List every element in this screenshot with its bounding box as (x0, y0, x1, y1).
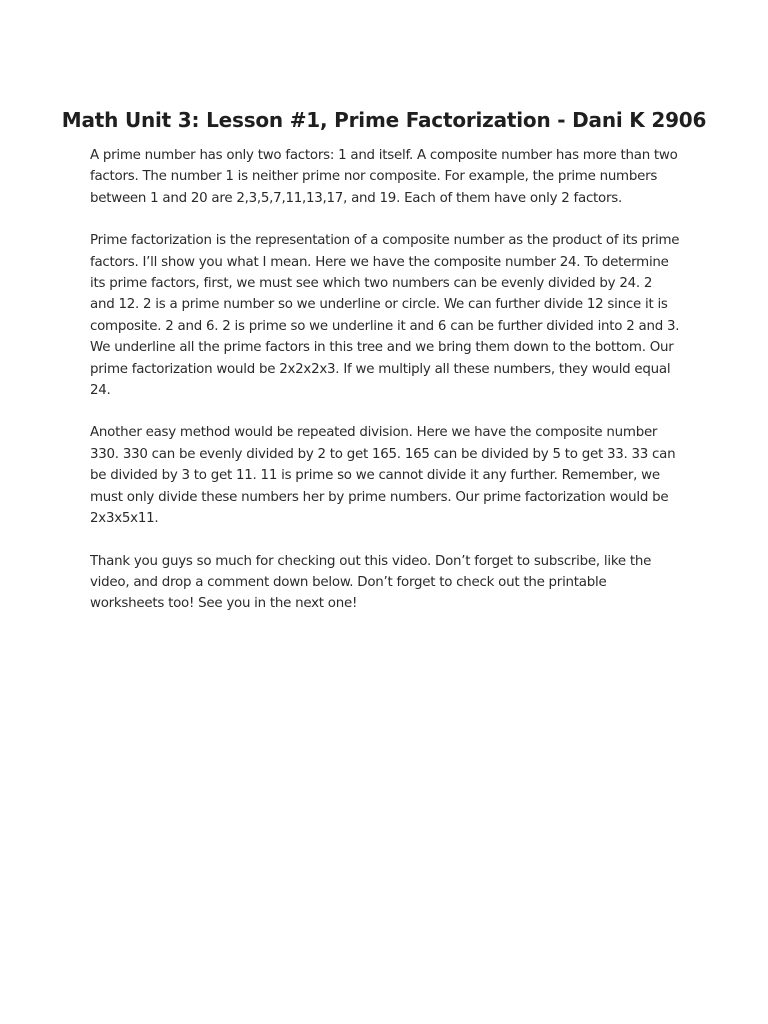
document-body (90, 145, 680, 636)
paragraph-prime-definition: A prime number has only two factors: 1 and itself. A composite number has more than two factors. The number 1 is neither prime nor composite. For example, the prime numbers between 1 and 20 are 2,3,5,7,11,13,17, and 19. Each of them have only 2 factors. (90, 148, 678, 206)
paragraph-closing: Thank you guys so much for checking out this video. Don’t forget to subscribe, like the video, and drop a comment down below. Don’t forget to check out the printable worksheets too! See you in the next one! (90, 553, 652, 612)
paragraph-factor-tree: Prime factorization is the representation of a composite number as the product of its prime factors. I’ll show you what I mean. Here we have the composite number 24. To determine its prime factors, first, we must see which two numbers can be evenly divided by 24. 2 and 12. 2 is a prime number so we underline or circle. We can further divide 12 since it is composite. 2 and 6. 2 is prime so we underline it and 6 can be further divided into 2 and 3. We underline all the prime factors in this tree and we bring them down to the bottom. Our prime factorization would be 2x2x2x3. If we multiply all these numbers, they would equal 24. (90, 233, 680, 399)
paragraph-repeated-division: Another easy method would be repeated division. Here we have the composite number 330. 330 can be evenly divided by 2 to get 165. 165 can be divided by 5 to get 33. 33 can be divided by 3 to get 11. 11 is prime so we cannot divide it any further. Remember, we must only divide these numbers her by prime numbers. Our prime factorization would be 2x3x5x11. (90, 425, 676, 527)
document-title: Math Unit 3: Lesson #1, Prime Factorization - Dani K 2906 (61, 108, 707, 133)
